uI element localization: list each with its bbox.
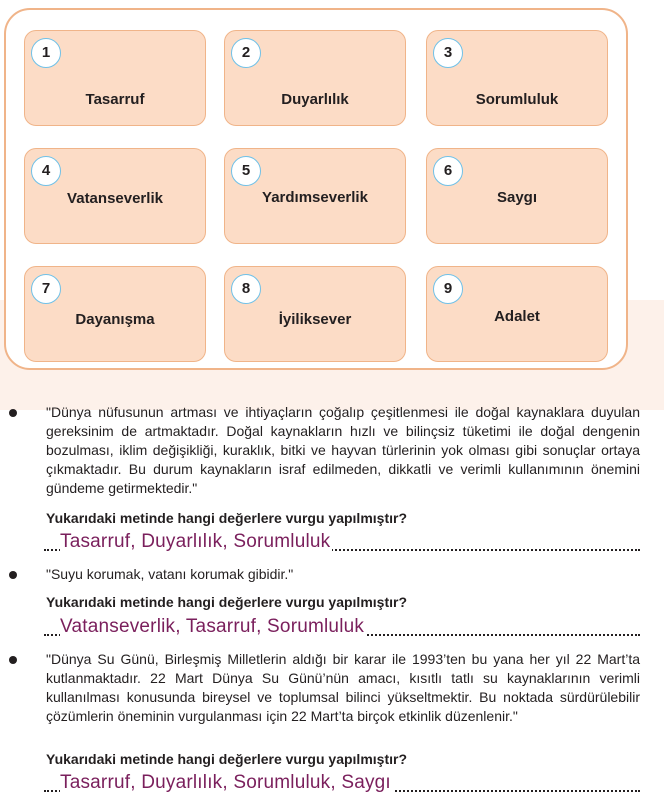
value-number: 8 bbox=[231, 274, 261, 304]
values-panel bbox=[4, 8, 628, 370]
value-name: Dayanışma bbox=[75, 311, 155, 328]
bullet-icon bbox=[9, 571, 17, 579]
value-number: 7 bbox=[31, 274, 61, 304]
question-prompt: Yukarıdaki metinde hangi değerlere vurgu yapılmıştır? bbox=[46, 510, 407, 526]
answer-line[interactable] bbox=[44, 614, 640, 636]
value-card-6 bbox=[426, 148, 608, 244]
value-name: İyiliksever bbox=[278, 311, 352, 328]
value-card-2 bbox=[224, 30, 406, 126]
value-name: Saygı bbox=[496, 189, 538, 206]
value-name: Sorumluluk bbox=[475, 91, 559, 108]
question-prompt: Yukarıdaki metinde hangi değerlere vurgu yapılmıştır? bbox=[46, 751, 407, 767]
value-card-5 bbox=[224, 148, 406, 244]
answer-text: Tasarruf, Duyarlılık, Sorumluluk, Saygı bbox=[60, 772, 391, 793]
answer-line[interactable] bbox=[44, 770, 640, 792]
question-prompt: Yukarıdaki metinde hangi değerlere vurgu yapılmıştır? bbox=[46, 594, 407, 610]
bullet-icon bbox=[9, 409, 17, 417]
value-card-4 bbox=[24, 148, 206, 244]
value-card-7 bbox=[24, 266, 206, 362]
value-name: Yardımseverlik bbox=[262, 189, 368, 206]
bullet-icon bbox=[9, 656, 17, 664]
value-name: Duyarlılık bbox=[281, 91, 349, 108]
value-card-8 bbox=[224, 266, 406, 362]
value-number: 1 bbox=[31, 38, 61, 68]
answer-text: Vatanseverlik, Tasarruf, Sorumluluk bbox=[60, 616, 365, 637]
value-number: 9 bbox=[433, 274, 463, 304]
quote-paragraph: "Dünya nüfusunun artması ve ihtiyaçların çoğalıp çeşitlenmesi ile doğal kaynaklara duyulan gereksinim de artmaktadır. Doğal kaynakların hızlı ve bilinçsiz tüketimi ile doğal dengenin bozulması, iklim değişikliği, kuraklık, bitki ve hayvan türlerinin yok olması gibi sonuçlar ortaya çıkmaktadır. Bu durum kaynakların israf edilmeden, dikkatli ve verimli kullanımının önemini gündeme getirmektedir." bbox=[46, 404, 640, 496]
value-name: Vatanseverlik bbox=[67, 190, 163, 207]
value-number: 6 bbox=[433, 156, 463, 186]
value-name: Tasarruf bbox=[85, 91, 145, 108]
quote-paragraph: "Suyu korumak, vatanı korumak gibidir." bbox=[46, 566, 294, 582]
value-number: 3 bbox=[433, 38, 463, 68]
value-number: 4 bbox=[31, 156, 61, 186]
answer-text: Tasarruf, Duyarlılık, Sorumluluk bbox=[60, 531, 331, 552]
value-card-3 bbox=[426, 30, 608, 126]
value-card-9 bbox=[426, 266, 608, 362]
value-name: Adalet bbox=[494, 308, 540, 325]
quote-paragraph: "Dünya Su Günü, Birleşmiş Milletlerin aldığı bir karar ile 1993’ten bu yana her yıl 22 Mart’ta kutlanmaktadır. 22 Mart Dünya Su Günü’nün amacı, kısıtlı tatlı su kaynaklarının verimli kullanılması konusunda bireysel ve toplumsal bilinci yükseltmektir. Bu noktada sürdürülebilir çözümlerin öneminin vurgulanması için 22 Mart’ta birçok etkinlik düzenlenir." bbox=[46, 651, 640, 724]
value-number: 5 bbox=[231, 156, 261, 186]
value-card-1 bbox=[24, 30, 206, 126]
value-number: 2 bbox=[231, 38, 261, 68]
answer-line[interactable] bbox=[44, 529, 640, 551]
